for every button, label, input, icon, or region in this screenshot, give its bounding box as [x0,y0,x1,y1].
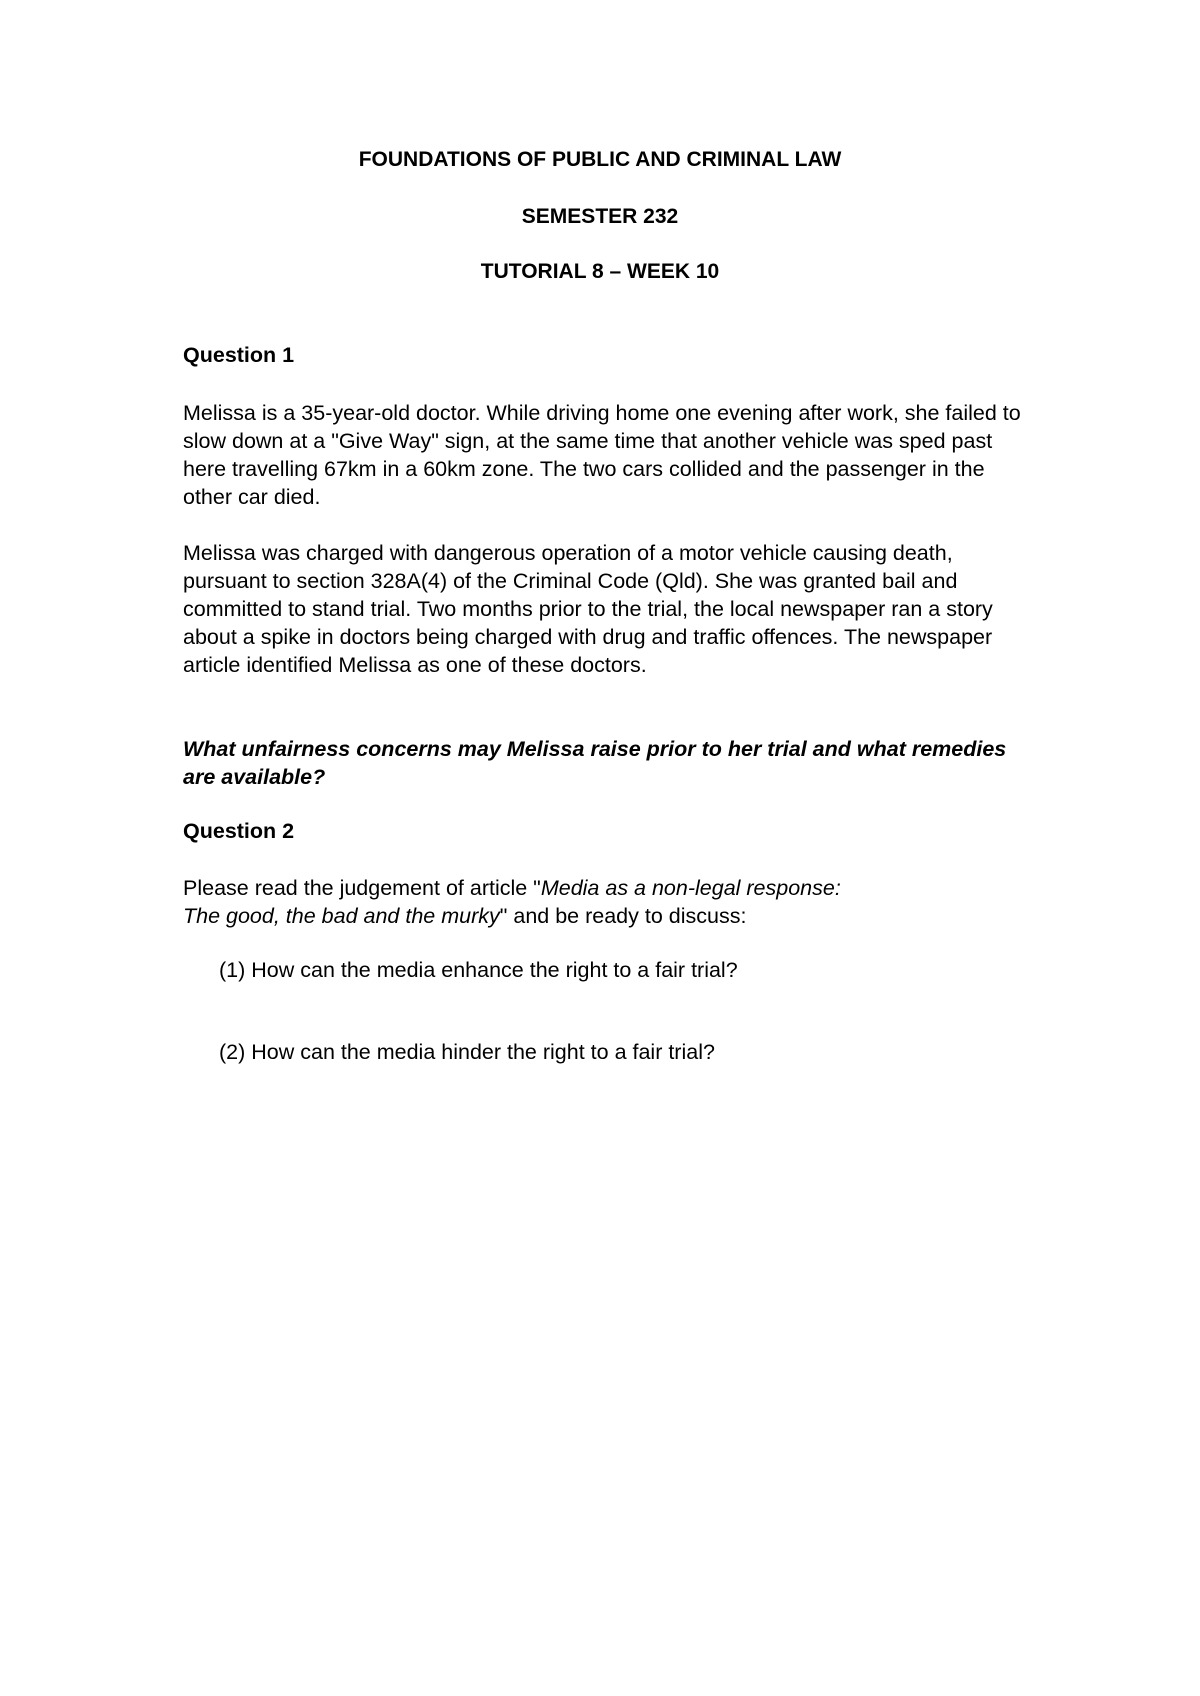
semester-heading: SEMESTER 232 [521,205,679,228]
article-title-line-1: Media as a non-legal response: [540,876,841,900]
question-1-heading: Question 1 [183,343,295,367]
question-2-intro-text [183,874,1033,930]
document-title: FOUNDATIONS OF PUBLIC AND CRIMINAL LAW [358,148,842,171]
question-1-prompt-text: What unfairness concerns may Melissa raise prior to her trial and what remedies are available? [183,737,1007,789]
question-1-paragraph-2-text: Melissa was charged with dangerous operation of a motor vehicle causing death, pursuant to section 328A(4) of the Criminal Code (Qld). She was granted bail and committed to stand trial. Two months prior to the trial, the local newspaper ran a story about a spike in doctors being charged with drug and traffic offences. The newspaper article identified Melissa as one of these doctors. [183,541,993,677]
question-2-intro [183,874,1033,930]
question-1-paragraph-1-text: Melissa is a 35-year-old doctor. While driving home one evening after work, she failed to slow down at a "Give Way" sign, at the same time that another vehicle was sped past here travelling 67km in a 60km zone. The two cars collided and the passenger in the other car died. [183,401,1021,509]
question-1-paragraph-1 [183,399,1033,511]
question-2-item-1: (1) How can the media enhance the right to a fair trial? [219,958,738,982]
question-2-item-2: (2) How can the media hinder the right to a fair trial? [219,1040,715,1064]
question-2-intro-after: " and be ready to discuss: [499,904,747,928]
question-1-prompt [183,735,1033,791]
article-title-line-2: The good, the bad and the murky [183,904,500,928]
question-2-heading: Question 2 [183,819,295,843]
question-1-paragraph-2 [183,539,1033,679]
tutorial-heading: TUTORIAL 8 – WEEK 10 [480,260,720,283]
question-2-intro-before: Please read the judgement of article " [183,876,541,900]
